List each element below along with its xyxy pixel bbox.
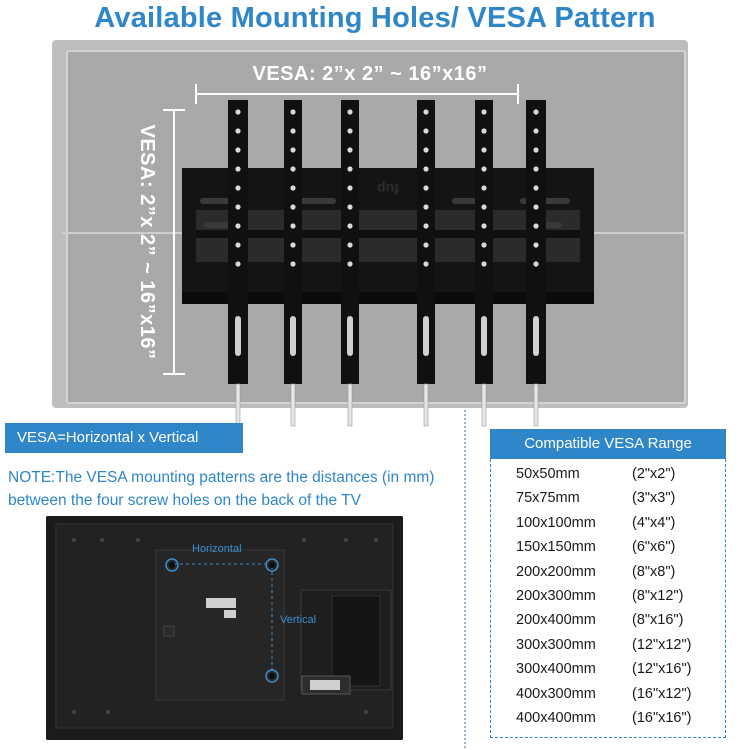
arm-hole bbox=[481, 166, 486, 171]
arm-hole bbox=[481, 185, 486, 190]
arm-hole bbox=[235, 166, 240, 171]
arm-hole bbox=[235, 204, 240, 209]
vesa-range-row bbox=[516, 635, 721, 659]
arm-hole bbox=[347, 185, 352, 190]
vertical-vesa-label: VESA: 2”x 2” ~ 16”x16” bbox=[136, 124, 158, 360]
arm-hole bbox=[423, 204, 428, 209]
arm-hole bbox=[423, 147, 428, 152]
horizontal-vesa-label: VESA: 2”x 2” ~ 16”x16” bbox=[252, 63, 488, 85]
arm-hole bbox=[235, 261, 240, 266]
arm-hole bbox=[290, 128, 295, 133]
arm-hole bbox=[347, 261, 352, 266]
arm-hole bbox=[235, 185, 240, 190]
arm-hole bbox=[235, 147, 240, 152]
mount-logo-text: fup bbox=[377, 181, 399, 197]
arm-hole bbox=[533, 166, 538, 171]
vesa-range-inch: (6"x6") bbox=[632, 539, 676, 556]
vesa-range-inch: (12"x12") bbox=[632, 636, 692, 653]
vesa-range-inch: (16"x16") bbox=[632, 709, 692, 726]
vesa-range-row bbox=[516, 684, 721, 708]
arm-hole bbox=[533, 109, 538, 114]
arm-hole bbox=[290, 242, 295, 247]
vesa-range-mm: 400x400mm bbox=[516, 709, 596, 726]
arm-hole bbox=[235, 109, 240, 114]
vesa-range-row bbox=[516, 513, 721, 537]
photo-vertical-label: Vertical bbox=[280, 614, 317, 626]
vesa-range-mm: 100x100mm bbox=[516, 514, 596, 531]
mounting-bolt bbox=[482, 384, 486, 426]
mounting-bolt bbox=[534, 384, 538, 426]
page-title: Available Mounting Holes/ VESA Pattern bbox=[94, 2, 656, 34]
arm-hole bbox=[423, 128, 428, 133]
vesa-range-mm: 200x300mm bbox=[516, 587, 596, 604]
arm-hole bbox=[347, 223, 352, 228]
vesa-range-inch: (8"x8") bbox=[632, 563, 676, 580]
mounting-bolt bbox=[348, 384, 352, 426]
arm-hole bbox=[423, 242, 428, 247]
arm-slot bbox=[290, 316, 296, 356]
arm-hole bbox=[481, 109, 486, 114]
arm-hole bbox=[290, 109, 295, 114]
arm-hole bbox=[423, 223, 428, 228]
arm-hole bbox=[235, 128, 240, 133]
arm-slot bbox=[347, 316, 353, 356]
vesa-range-mm: 200x200mm bbox=[516, 563, 596, 580]
arm-hole bbox=[533, 223, 538, 228]
vesa-range-row bbox=[516, 708, 721, 732]
arm-hole bbox=[347, 109, 352, 114]
vesa-range-mm: 75x75mm bbox=[516, 490, 580, 507]
vertical-dimension-line bbox=[163, 110, 185, 374]
arm-hole bbox=[235, 223, 240, 228]
vesa-note: NOTE:The VESA mounting patterns are the distances (in mm) between the four screw holes on the back of the TV bbox=[8, 469, 435, 509]
arm-hole bbox=[423, 166, 428, 171]
vesa-range-inch: (8"x16") bbox=[632, 612, 684, 629]
vesa-range-inch: (8"x12") bbox=[632, 587, 684, 604]
arm-hole bbox=[481, 261, 486, 266]
mounting-bolt bbox=[424, 384, 428, 426]
arm-hole bbox=[290, 147, 295, 152]
arm-hole bbox=[423, 109, 428, 114]
vesa-range-row bbox=[516, 488, 721, 512]
tv-back-photo bbox=[46, 516, 403, 740]
vesa-range-row bbox=[516, 562, 721, 586]
mounting-bolt bbox=[236, 384, 240, 426]
arm-hole bbox=[533, 128, 538, 133]
arm-slot bbox=[533, 316, 539, 356]
arm-hole bbox=[347, 204, 352, 209]
arm-hole bbox=[347, 128, 352, 133]
arm-hole bbox=[347, 166, 352, 171]
arm-hole bbox=[290, 185, 295, 190]
vesa-range-mm: 50x50mm bbox=[516, 466, 580, 482]
vesa-range-inch: (12"x16") bbox=[632, 661, 692, 678]
vesa-range-row bbox=[516, 659, 721, 683]
arm-hole bbox=[533, 185, 538, 190]
arm-hole bbox=[235, 242, 240, 247]
arm-hole bbox=[481, 147, 486, 152]
vesa-range-row bbox=[516, 586, 721, 610]
arm-hole bbox=[533, 242, 538, 247]
arm-hole bbox=[481, 223, 486, 228]
arm-hole bbox=[347, 242, 352, 247]
vesa-range-inch: (16"x12") bbox=[632, 685, 692, 702]
arm-hole bbox=[481, 128, 486, 133]
vesa-range-inch: (2"x2") bbox=[632, 466, 676, 482]
arm-hole bbox=[481, 204, 486, 209]
arm-hole bbox=[290, 204, 295, 209]
arm-hole bbox=[347, 147, 352, 152]
arm-hole bbox=[533, 147, 538, 152]
vesa-range-row bbox=[516, 537, 721, 561]
section-divider bbox=[464, 410, 466, 748]
vesa-range-header: Compatible VESA Range bbox=[490, 429, 726, 459]
arm-slot bbox=[235, 316, 241, 356]
arm-slot bbox=[481, 316, 487, 356]
photo-horizontal-label: Horizontal bbox=[192, 543, 242, 555]
arm-hole bbox=[423, 185, 428, 190]
vesa-range-mm: 200x400mm bbox=[516, 612, 596, 629]
vesa-definition-badge: VESA=Horizontal x Vertical bbox=[5, 423, 243, 453]
vesa-range-mm: 150x150mm bbox=[516, 539, 596, 556]
mounting-bolt bbox=[291, 384, 295, 426]
arm-slot bbox=[423, 316, 429, 356]
arm-hole bbox=[290, 166, 295, 171]
vesa-range-mm: 400x300mm bbox=[516, 685, 596, 702]
vesa-range-list bbox=[516, 464, 721, 732]
arm-hole bbox=[481, 242, 486, 247]
vesa-range-inch: (4"x4") bbox=[632, 514, 676, 531]
vesa-range-inch: (3"x3") bbox=[632, 490, 676, 507]
vesa-range-mm: 300x400mm bbox=[516, 661, 596, 678]
arm-hole bbox=[290, 261, 295, 266]
arm-hole bbox=[423, 261, 428, 266]
arm-hole bbox=[533, 261, 538, 266]
vesa-range-mm: 300x300mm bbox=[516, 636, 596, 653]
arm-hole bbox=[290, 223, 295, 228]
vesa-range-row bbox=[516, 610, 721, 634]
arm-hole bbox=[533, 204, 538, 209]
vesa-range-row bbox=[516, 464, 721, 488]
